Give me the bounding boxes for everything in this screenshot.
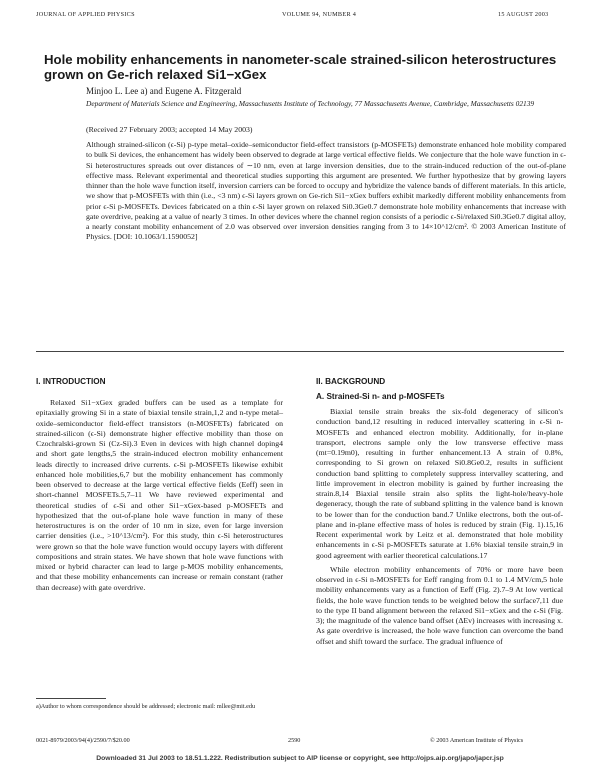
received-dates: (Received 27 February 2003; accepted 14 May 2003): [86, 125, 253, 134]
background-heading: II. BACKGROUND: [316, 377, 386, 386]
footnote: a)Author to whom correspondence should be addressed; electronic mail: mllee@mit.edu: [36, 703, 256, 710]
left-column: [36, 398, 283, 593]
intro-paragraph: Relaxed Si1−xGex graded buffers can be used as a template for epitaxially growing Si in a state of biaxial tensile strain,1,2 and n-type metal–oxide–semiconductor field-effect transistors (n-MOSFETs) fabricated on strained-silicon (ϵ-Si) demonstrate higher effective mobility than those on Czochralski-grown Si (Cz-Si).3 Even in devices with high channel doping4 and short gate lengths,5 the strain-induced electron mobility enhancement leads directly to increased drive currents. ϵ-Si p-MOSFETs likewise exhibit enhanced hole mobilities,6,7 but the mobility enhancement has commonly been observed to decrease at the large vertical effective fields (Eeff) seen in short-channel MOSFETs.5,7–11 We have reviewed experimental and theoretical studies of ϵ-Si and other Si1−xGex-based p-MOSFETs and hypothesized that the out-of-plane hole wave function in many of these heterostructures is on the order of 10 nm in size, even for large inversion carrier densities (i.e., >10^13/cm²). For this study, thin ϵ-Si heterostructures were grown so that the hole wave function would occupy layers with different compositions and strain states. We have shown that hole wave functions with mixed or hybrid character can lead to large p-MOS mobility enhancements, and that these mobility enhancements can increase or remain constant (rather than decrease) with gate overdrive.: [36, 398, 283, 592]
page-number: 2590: [288, 737, 301, 744]
authors: Minjoo L. Lee a) and Eugene A. Fitzgerald: [86, 86, 242, 96]
footer-issn: 0021-8979/2003/94(4)/2590/7/$20.00: [36, 737, 130, 744]
section-divider: [36, 351, 564, 352]
footer-copyright: © 2003 American Institute of Physics: [430, 737, 524, 744]
issue-date: 15 AUGUST 2003: [498, 11, 549, 18]
background-paragraph-1: Biaxial tensile strain breaks the six-fold degeneracy of silicon's conduction band,12 resulting in reduced intervalley scattering in ϵ-Si n-MOSFETs and enhanced electron mobility. Additionally, for in-plane transport, electrons sample only the low transverse effective mass (mt=0.19m0), resulting in further enhancement.13 A strain of 0.8%, corresponding to Si grown on relaxed Si0.8Ge0.2, results in sufficient conduction band splitting to completely suppress intervalley scattering, and little improvement in electron mobility is gained by further increasing the strain.8,14 Biaxial tensile strain also splits the light-hole/heavy-hole degeneracy, though the rate of subband splitting in the valence band is known to be lower than for the conduction band.7 Unlike electrons, both the out-of-plane and in-plane effective mass of holes is reduced by strain (Fig. 1).15,16 Recent experimental work by Leitz et al. demonstrated that hole mobility enhancements in ϵ-Si p-MOSFETs saturate at 1.6% biaxial tensile strain,9 in good agreement with earlier theoretical calculations.17: [316, 407, 563, 560]
abstract: Although strained-silicon (ϵ-Si) p-type metal–oxide–semiconductor field-effect transistors (p-MOSFETs) demonstrate enhanced hole mobility compared to bulk Si devices, the enhancement has widely been observed to degrade at large vertical effective fields. We conjecture that the hole wave function in ϵ-Si heterostructures spreads out over distances of ∼10 nm, even at large inversion densities, due to the strain-induced reduction of the out-of-plane effective mass. Relevant experimental and theoretical studies supporting this argument are presented. We further hypothesize that by growing layers thinner than the hole wave function itself, inversion carriers can be forced to occupy and hybridize the valence bands of different materials. In this article, we show that p-MOSFETs with thin (i.e., <3 nm) ϵ-Si layers grown on Ge-rich Si1−xGex buffers exhibit markedly different mobility enhancements from prior ϵ-Si p-MOSFETs. Devices fabricated on a thin ϵ-Si layer grown on relaxed Si0.3Ge0.7 demonstrate hole mobility enhancements that increase with gate overdrive, peaking at a value of nearly 3 times. In other devices where the channel region consists of a periodic ϵ-Si/relaxed Si0.3Ge0.7 digital alloy, a nearly constant mobility enhancement of 2.0 was observed over inversion densities ranging from 3 to 14×10^12/cm². © 2003 American Institute of Physics. [DOI: 10.1063/1.1590052]: [86, 140, 566, 242]
paper-title: Hole mobility enhancements in nanometer-scale strained-silicon heterostructures grown on Ge-rich relaxed Si1−xGex: [44, 52, 557, 82]
volume-number: VOLUME 94, NUMBER 4: [282, 11, 357, 18]
download-notice: Downloaded 31 Jul 2003 to 18.51.1.222. Redistribution subject to AIP license or copyright, see http://ojps.aip.org/japo/japcr.jsp: [96, 755, 504, 762]
right-column: [316, 407, 563, 647]
journal-name: JOURNAL OF APPLIED PHYSICS: [36, 11, 135, 18]
background-subheading: A. Strained-Si n- and p-MOSFETs: [316, 392, 445, 401]
background-paragraph-2: While electron mobility enhancements of 70% or more have been observed in ϵ-Si n-MOSFETs for Eeff ranging from 0.1 to 1.4 MV/cm,5 hole mobility enhancements vary as a function of Eeff (Fig. 2).7–9 At low vertical fields, the hole wave function tends to be weighted below the surface7,11 due to the type II band alignment between the relaxed Si1−xGex and the ϵ-Si (Fig. 3); the magnitude of the valence band offset (ΔEv) increases with increasing x. As gate overdrive is increased, the hole wave function can overcome the band offset and shift toward the surface. The gradual influence of: [316, 564, 563, 646]
intro-heading: I. INTRODUCTION: [36, 377, 106, 386]
affiliation: Department of Materials Science and Engineering, Massachusetts Institute of Technology, 77 Massachusetts Avenue, Cambridge, Massachusetts 02139: [86, 99, 535, 108]
footnote-rule: [36, 698, 106, 699]
